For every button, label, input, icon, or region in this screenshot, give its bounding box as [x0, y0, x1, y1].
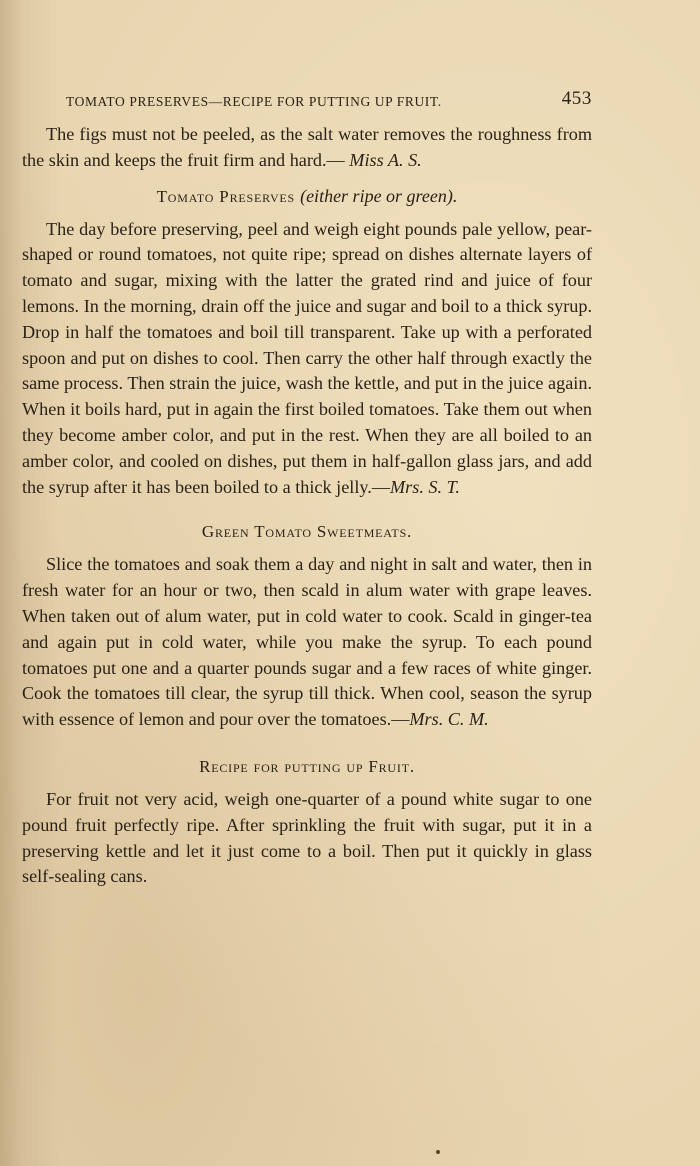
recipe-text: For fruit not very acid, weigh one-quarter of a pound white sugar to one pound fruit perfectly ripe. After sprinkling the fruit with sugar, put it in a preserving kettle and let it just come to a boil. Then put it quickly in glass self-sealing cans. [22, 788, 592, 887]
book-page [22, 88, 592, 890]
section-title-recipe-for-putting-up-fruit: Recipe for putting up Fruit. [199, 756, 415, 776]
section-title-text: Tomato Preserves [156, 186, 301, 206]
intro-paragraph [22, 122, 592, 174]
putting-up-fruit-paragraph [22, 787, 592, 890]
intro-text: The figs must not be peeled, as the salt water removes the roughness from the skin and keeps the fruit firm and hard.— [22, 124, 592, 170]
section-subtitle: (either ripe or green). [300, 185, 458, 206]
intro-signature: Miss A. S. [349, 149, 422, 170]
recipe-signature: Mrs. C. M. [409, 709, 489, 730]
section-title-green-tomato-sweetmeats: Green Tomato Sweetmeats. [201, 522, 413, 542]
section-title-tomato-preserves [22, 186, 592, 207]
paper-speck [436, 1150, 440, 1154]
recipe-text: The day before preserving, peel and weigh eight pounds pale yellow, pear-shaped or round tomatoes, not quite ripe; spread on dishes alternate layers of tomato and sugar, mixing with the latter the grated rind and juice of four lemons. In the morning, drain off the juice and sugar and boil to a thick syrup. Drop in half the tomatoes and boil till transparent. Take up with a perforated spoon and put on dishes to cool. Then carry the other half through exactly the same process. Then strain the juice, wash the kettle, and put in the juice again. When it boils hard, put in again the first boiled tomatoes. Take them out when they become amber color, and put in the rest. When they are all boiled to an amber color, and cooled on dishes, put them in half-gallon glass jars, and add the syrup after it has been boiled to a thick jelly.— [22, 218, 592, 497]
running-title: TOMATO PRESERVES—RECIPE FOR PUTTING UP FRUIT. [66, 94, 442, 109]
running-head [22, 88, 592, 122]
recipe-text: Slice the tomatoes and soak them a day and night in salt and water, then in fresh water for an hour or two, then scald in alum water with grape leaves. When taken out of alum water, put in cold water to cook. Scald in ginger-tea and again put in cold water, while you make the syrup. To each pound tomatoes put one and a quarter pounds sugar and a few races of white ginger. Cook the tomatoes till clear, the syrup till thick. When cool, season the syrup with essence of lemon and pour over the tomatoes.— [22, 554, 592, 730]
tomato-preserves-paragraph [22, 217, 592, 501]
page-number: 453 [561, 88, 592, 109]
green-tomato-sweetmeats-paragraph [22, 552, 592, 733]
recipe-signature: Mrs. S. T. [390, 476, 460, 497]
